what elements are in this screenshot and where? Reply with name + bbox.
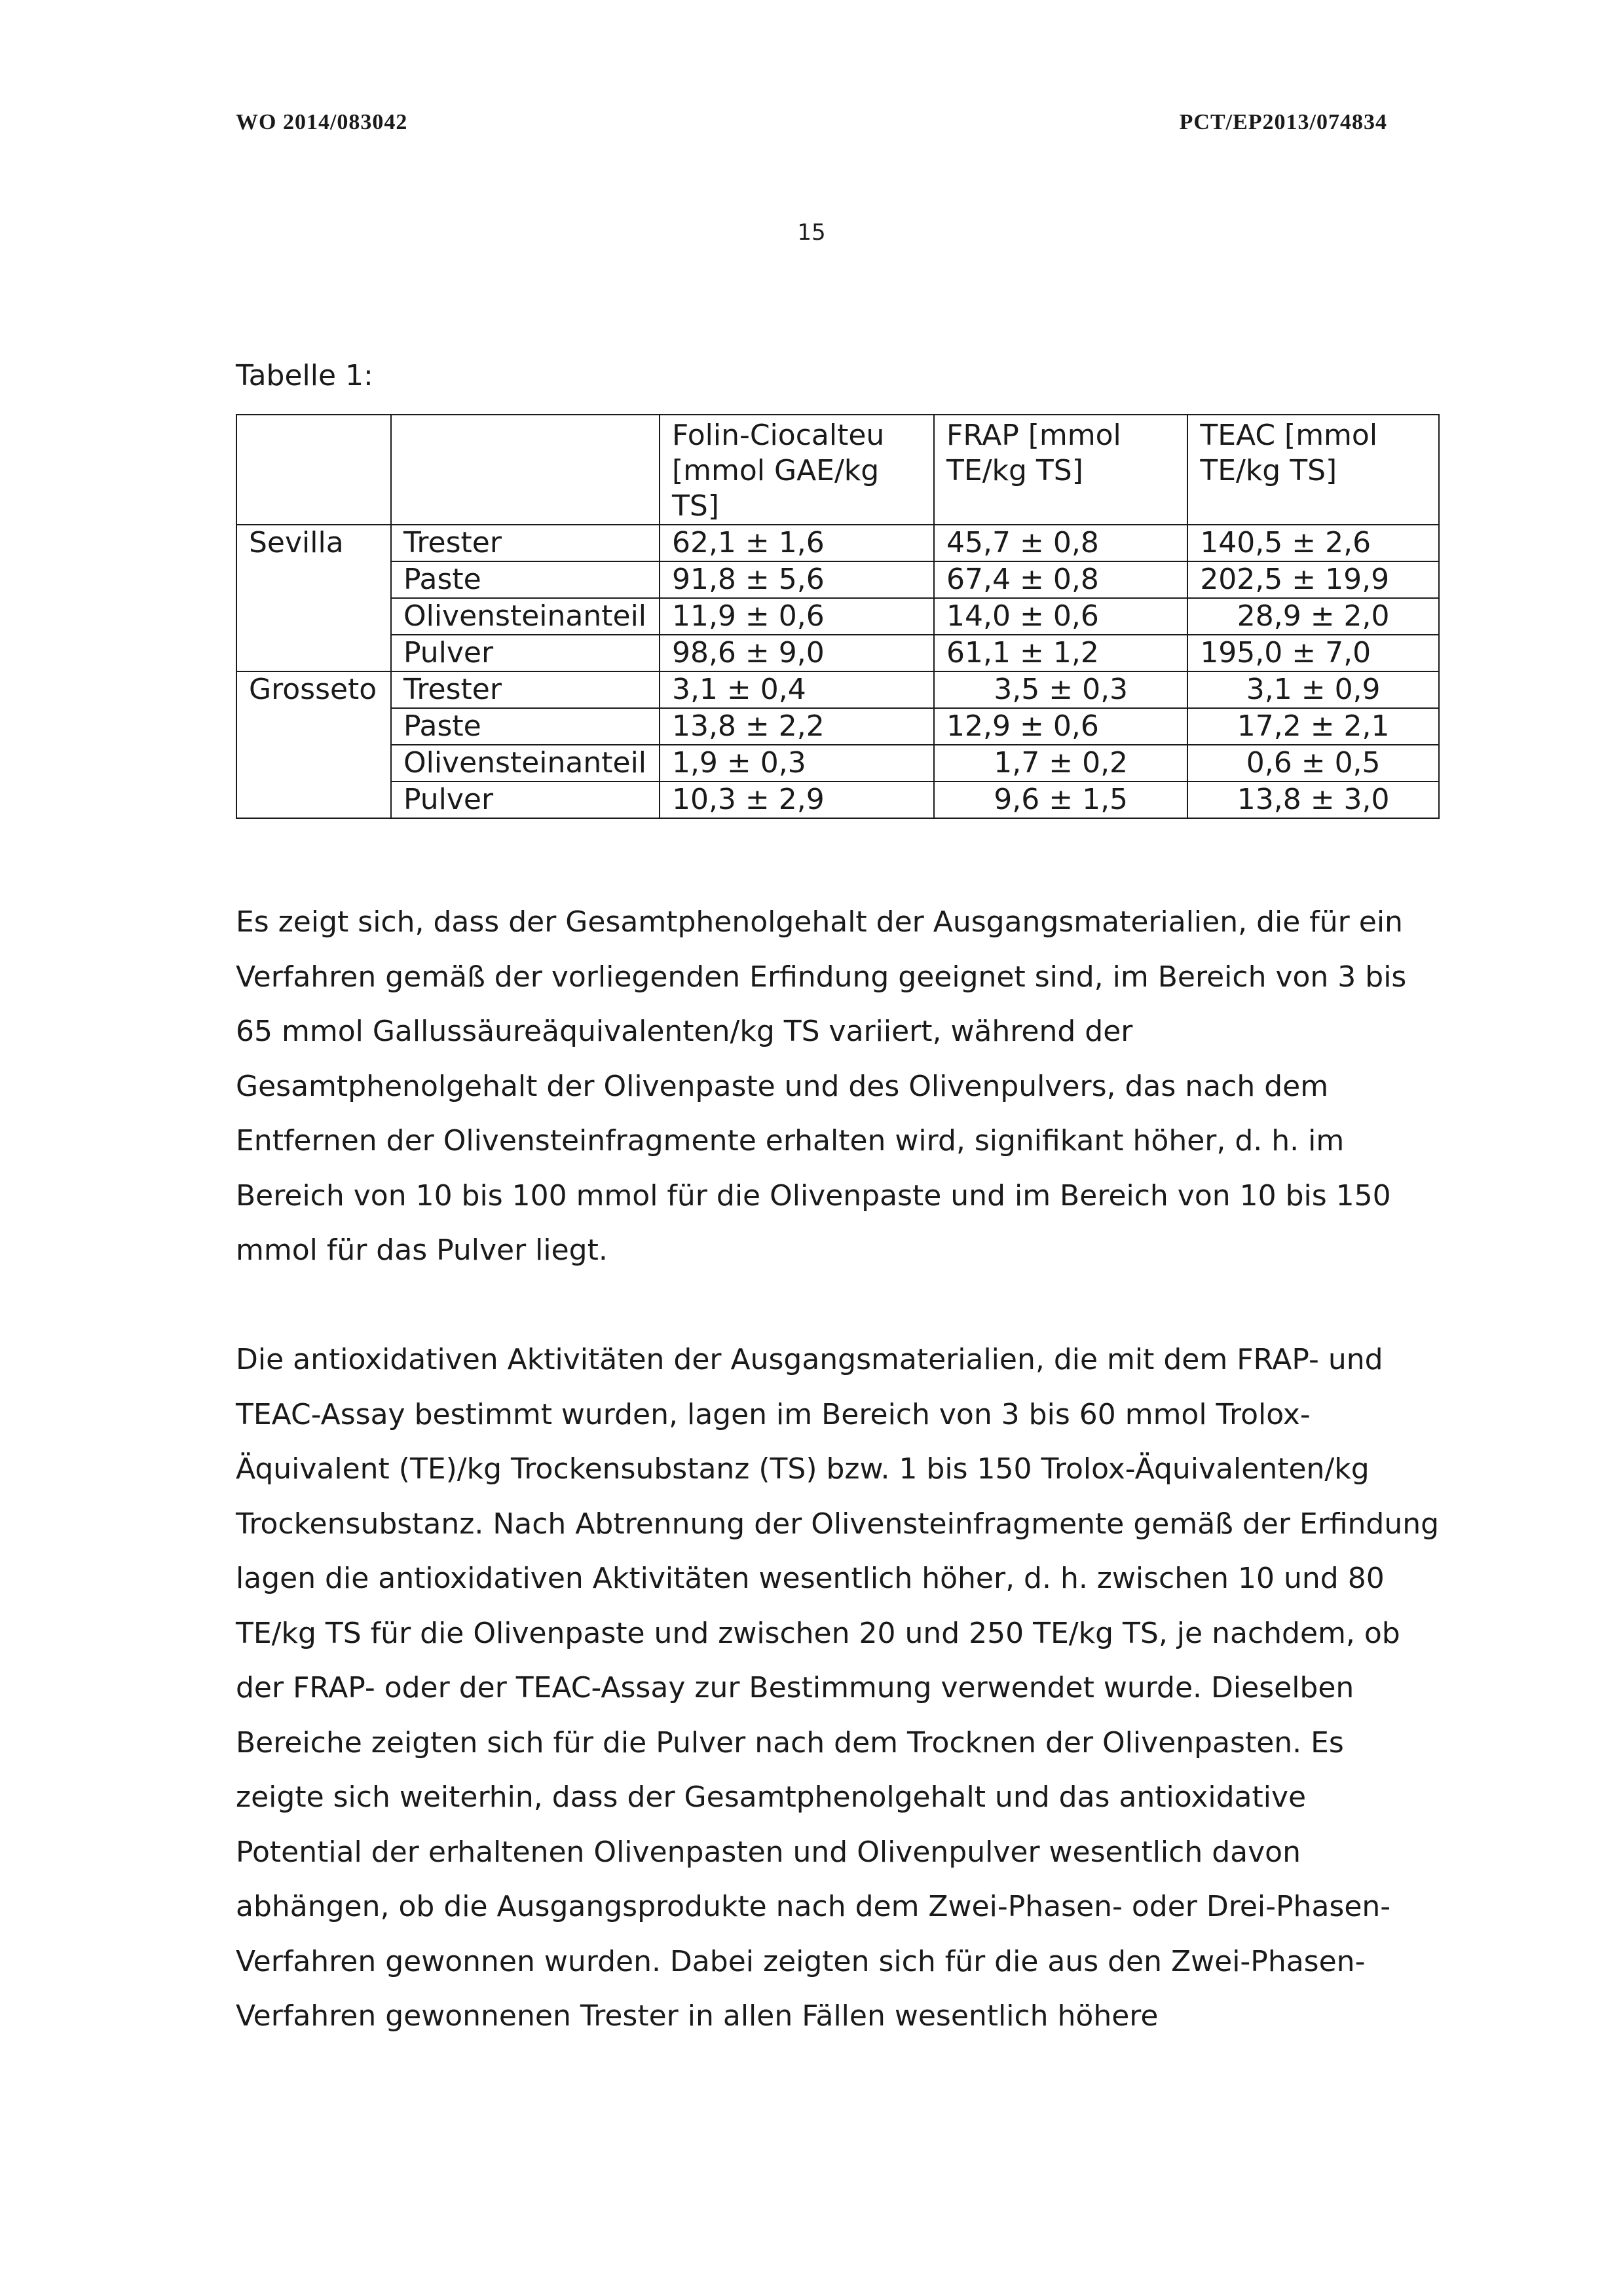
header-cell-frap: FRAP [mmol TE/kg TS]: [934, 415, 1187, 525]
cell-material: Paste: [391, 708, 660, 745]
group-label-sevilla: Sevilla: [236, 525, 391, 671]
cell-material: Trester: [391, 671, 660, 708]
cell-material: Olivensteinanteil: [391, 745, 660, 781]
cell-folin: 13,8 ± 2,2: [660, 708, 934, 745]
cell-frap: 1,7 ± 0,2: [934, 745, 1187, 781]
cell-frap: 12,9 ± 0,6: [934, 708, 1187, 745]
cell-folin: 11,9 ± 0,6: [660, 598, 934, 635]
table-row: [236, 635, 1439, 671]
cell-teac: 17,2 ± 2,1: [1187, 708, 1439, 745]
table-row: [236, 781, 1439, 818]
cell-teac: 13,8 ± 3,0: [1187, 781, 1439, 818]
cell-folin: 1,9 ± 0,3: [660, 745, 934, 781]
cell-folin: 98,6 ± 9,0: [660, 635, 934, 671]
table-header-row: [236, 415, 1439, 525]
header-cell-folin: Folin-Ciocalteu [mmol GAE/kg TS]: [660, 415, 934, 525]
table-caption: Tabelle 1:: [236, 359, 373, 392]
cell-material: Pulver: [391, 781, 660, 818]
body-paragraph-1: Es zeigt sich, dass der Gesamtphenolgehalt der Ausgangsmaterialien, die für ein Verfahren gemäß der vorliegenden Erfindung geeignet sind, im Bereich von 3 bis 65 mmol Gallussäureäquivalenten/kg TS variiert, während der Gesamtphenolgehalt der Olivenpaste und des Olivenpulvers, das nach dem Entfernen der Olivensteinfragmente erhalten wird, signifikant höher, d. h. im Bereich von 10 bis 100 mmol für die Olivenpaste und im Bereich von 10 bis 150 mmol für das Pulver liegt.: [236, 905, 1407, 1267]
table-row: [236, 745, 1439, 781]
cell-material: Olivensteinanteil: [391, 598, 660, 635]
results-table: [236, 414, 1440, 819]
body-paragraph-2: Die antioxidativen Aktivitäten der Ausgangsmaterialien, die mit dem FRAP- und TEAC-Assay bestimmt wurden, lagen im Bereich von 3 bis 60 mmol Trolox-Äquivalent (TE)/kg Trockensubstanz (TS) bzw. 1 bis 150 Trolox-Äquivalenten/kg Trockensubstanz. Nach Abtrennung der Olivensteinfragmente gemäß der Erfindung lagen die antioxidativen Aktivitäten wesentlich höher, d. h. zwischen 10 und 80 TE/kg TS für die Olivenpaste und zwischen 20 und 250 TE/kg TS, je nachdem, ob der FRAP- oder der TEAC-Assay zur Bestimmung verwendet wurde. Dieselben Bereiche zeigten sich für die Pulver nach dem Trocknen der Olivenpasten. Es zeigte sich weiterhin, dass der Gesamtphenolgehalt und das antioxidative Potential der erhaltenen Olivenpasten und Olivenpulver wesentlich davon abhängen, ob die Ausgangsprodukte nach dem Zwei-Phasen- oder Drei-Phasen-Verfahren gewonnen wurden. Dabei zeigten sich für die aus den Zwei-Phasen-Verfahren gewonnenen Trester in allen Fällen wesentlich höhere: [236, 1343, 1440, 2033]
cell-frap: 67,4 ± 0,8: [934, 561, 1187, 598]
cell-frap: 9,6 ± 1,5: [934, 781, 1187, 818]
table-row: [236, 708, 1439, 745]
cell-teac: 0,6 ± 0,5: [1187, 745, 1439, 781]
cell-folin: 3,1 ± 0,4: [660, 671, 934, 708]
cell-material: Pulver: [391, 635, 660, 671]
cell-teac: 3,1 ± 0,9: [1187, 671, 1439, 708]
cell-frap: 45,7 ± 0,8: [934, 525, 1187, 561]
cell-folin: 62,1 ± 1,6: [660, 525, 934, 561]
cell-teac: 140,5 ± 2,6: [1187, 525, 1439, 561]
table-row: [236, 671, 1439, 708]
cell-material: Trester: [391, 525, 660, 561]
cell-teac: 202,5 ± 19,9: [1187, 561, 1439, 598]
header-cell-location: [236, 415, 391, 525]
cell-frap: 3,5 ± 0,3: [934, 671, 1187, 708]
table-row: [236, 525, 1439, 561]
cell-frap: 61,1 ± 1,2: [934, 635, 1187, 671]
header-cell-material: [391, 415, 660, 525]
application-number: PCT/EP2013/074834: [1179, 110, 1387, 134]
group-label-grosseto: Grosseto: [236, 671, 391, 818]
publication-number: WO 2014/083042: [236, 110, 408, 134]
table-row: [236, 598, 1439, 635]
cell-folin: 91,8 ± 5,6: [660, 561, 934, 598]
cell-teac: 195,0 ± 7,0: [1187, 635, 1439, 671]
cell-teac: 28,9 ± 2,0: [1187, 598, 1439, 635]
cell-folin: 10,3 ± 2,9: [660, 781, 934, 818]
page-number: 15: [797, 219, 826, 246]
cell-frap: 14,0 ± 0,6: [934, 598, 1187, 635]
table-row: [236, 561, 1439, 598]
cell-material: Paste: [391, 561, 660, 598]
header-cell-teac: TEAC [mmol TE/kg TS]: [1187, 415, 1439, 525]
